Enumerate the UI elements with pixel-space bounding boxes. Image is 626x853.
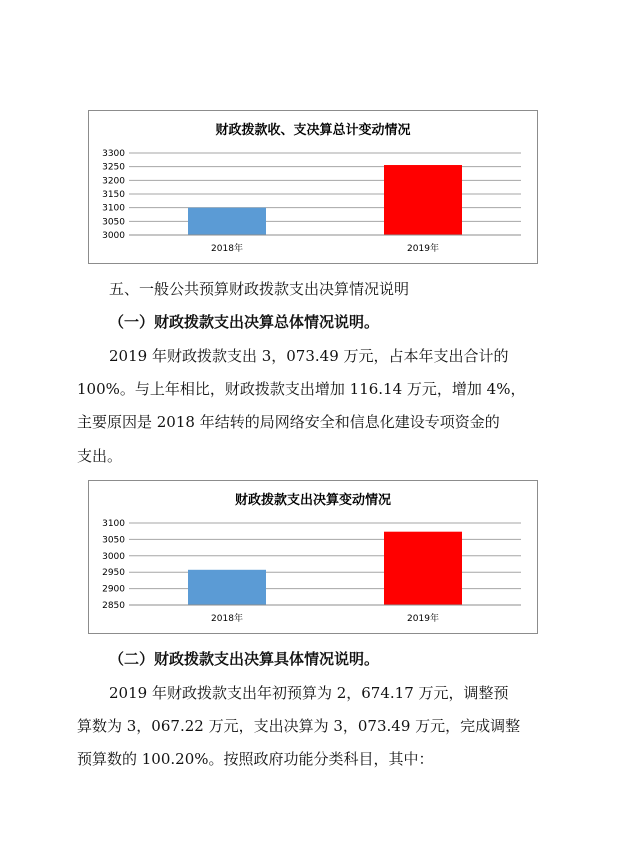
chart-title: 财政拨款支出决算变动情况 — [234, 493, 392, 508]
y-tick-label: 3250 — [102, 162, 125, 173]
chart2-svg — [89, 481, 537, 633]
bar-2018年 — [188, 570, 266, 605]
y-tick-label: 3000 — [102, 551, 125, 562]
subsection1-heading: （一）财政拨款支出决算总体情况说明。 — [109, 313, 380, 331]
x-tick-label: 2019年 — [407, 244, 439, 254]
sub2-line-2: 算数为 3，067.22 万元，支出决算为 3，073.49 万元，完成调整 — [77, 717, 521, 735]
sub1-line-4: 支出。 — [77, 447, 123, 465]
bar-2018年 — [188, 208, 266, 235]
sub1-line-1: 2019 年财政拨款支出 3，073.49 万元，占本年支出合计的 — [109, 347, 509, 365]
bar-2019年 — [384, 532, 462, 605]
y-tick-label: 3300 — [102, 149, 125, 159]
y-tick-label: 2900 — [102, 584, 125, 595]
section-heading: 五、一般公共预算财政拨款支出决算情况说明 — [109, 280, 410, 298]
y-tick-label: 3000 — [102, 231, 125, 241]
y-tick-label: 2850 — [102, 601, 125, 611]
chart-expense-change — [88, 480, 538, 634]
chart-income-expense-total — [88, 110, 538, 264]
y-tick-label: 3200 — [102, 176, 125, 187]
x-tick-label: 2018年 — [211, 244, 243, 254]
y-tick-label: 2950 — [102, 568, 125, 579]
y-tick-label: 3100 — [102, 519, 125, 529]
chart1-svg — [89, 111, 537, 263]
sub1-line-3: 主要原因是 2018 年结转的局网络安全和信息化建设专项资金的 — [77, 413, 500, 431]
y-tick-label: 3050 — [102, 217, 125, 228]
chart-title: 财政拨款收、支决算总计变动情况 — [215, 123, 411, 138]
sub2-line-3: 预算数的 100.20%。按照政府功能分类科目，其中： — [77, 750, 434, 768]
bar-2019年 — [384, 165, 462, 235]
subsection2-heading: （二）财政拨款支出决算具体情况说明。 — [109, 650, 380, 668]
sub2-line-1: 2019 年财政拨款支出年初预算为 2，674.17 万元，调整预 — [109, 684, 509, 702]
y-tick-label: 3100 — [102, 203, 125, 214]
x-tick-label: 2019年 — [407, 614, 439, 624]
y-tick-label: 3150 — [102, 190, 125, 200]
x-tick-label: 2018年 — [211, 614, 243, 624]
sub1-line-2: 100%。与上年相比，财政拨款支出增加 116.14 万元，增加 4%， — [77, 380, 526, 398]
y-tick-label: 3050 — [102, 535, 125, 546]
